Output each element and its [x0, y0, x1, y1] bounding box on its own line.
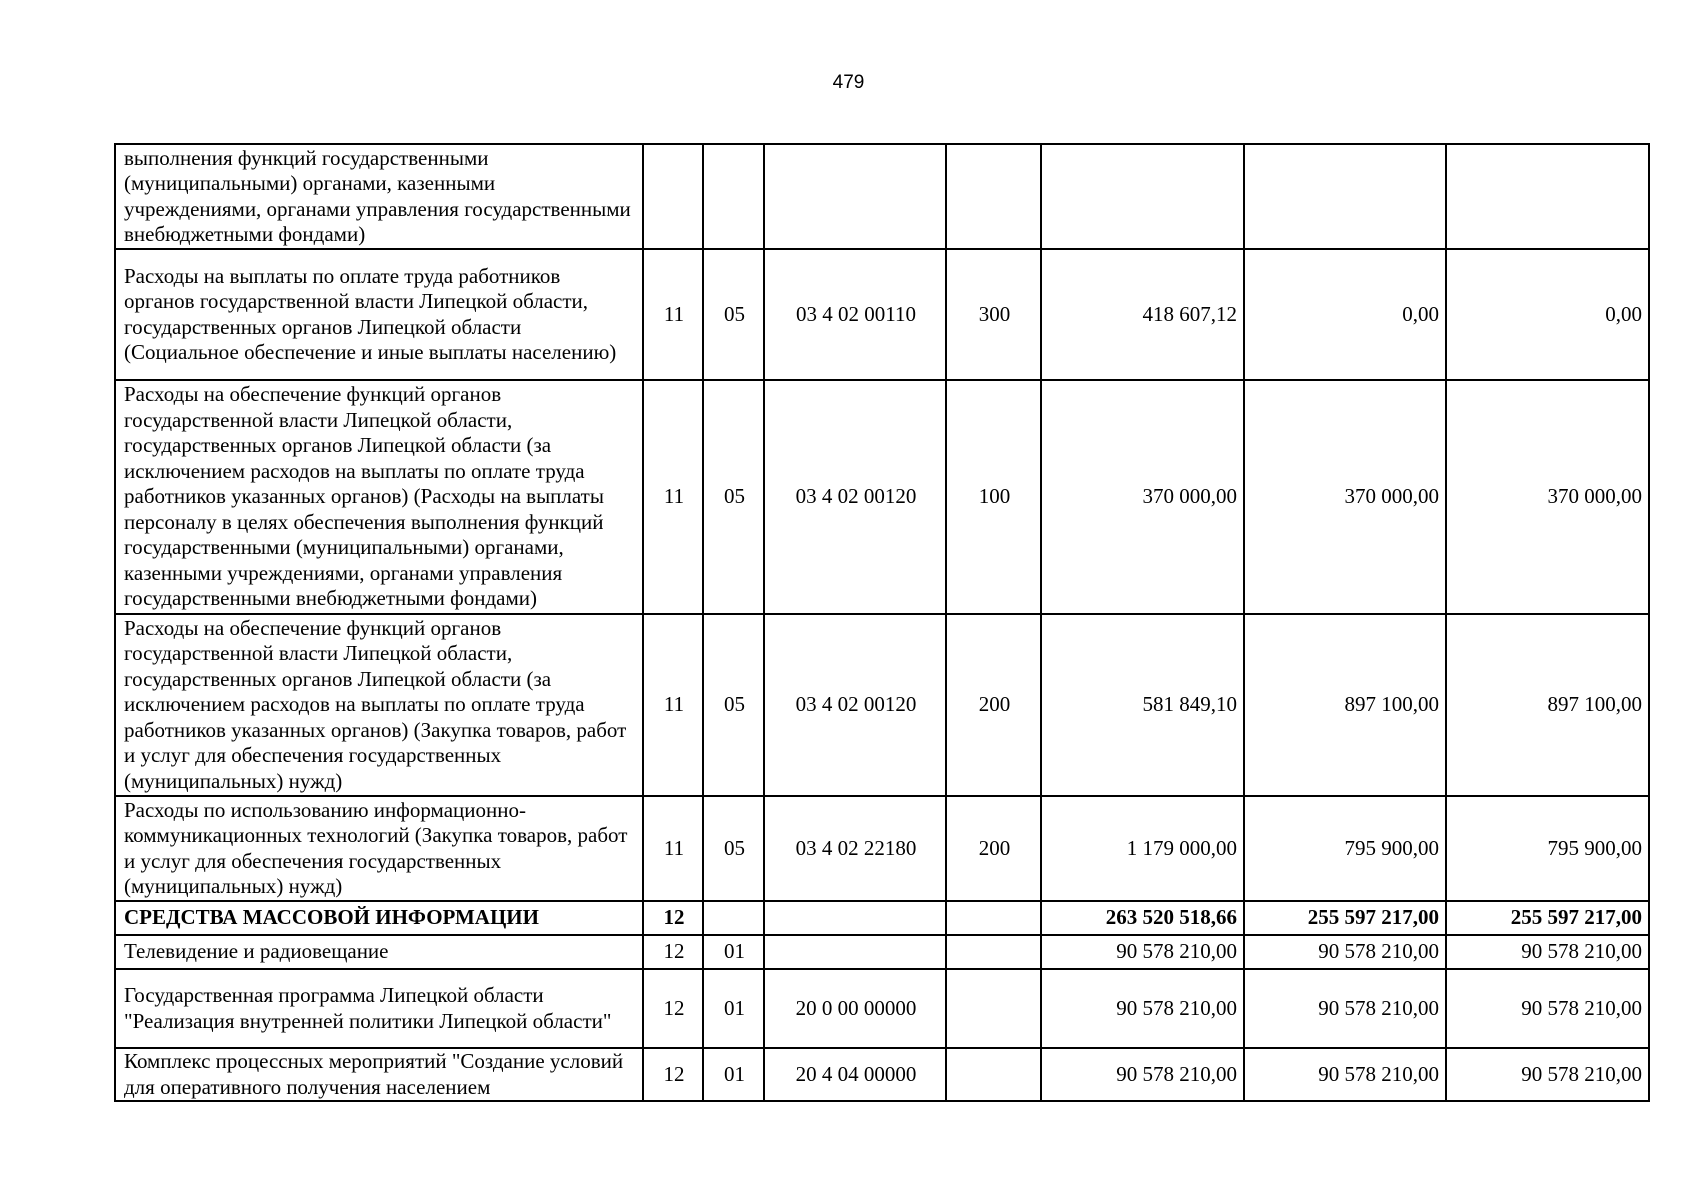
- target-article-cell: [764, 901, 946, 935]
- table-row: [115, 1048, 1649, 1101]
- amount-1-cell: [1041, 144, 1244, 249]
- amount-3-cell: 0,00: [1446, 249, 1649, 380]
- expense-type-cell: [946, 1048, 1041, 1101]
- target-article-cell: [764, 935, 946, 969]
- amount-3-cell: 897 100,00: [1446, 614, 1649, 796]
- amount-2-cell: 90 578 210,00: [1244, 935, 1446, 969]
- section-code-cell: 12: [643, 969, 703, 1048]
- amount-1-cell: 1 179 000,00: [1041, 796, 1244, 901]
- target-article-cell: 03 4 02 00110: [764, 249, 946, 380]
- table-row: [115, 614, 1649, 796]
- budget-table-body: [115, 144, 1649, 1101]
- amount-3-cell: 90 578 210,00: [1446, 935, 1649, 969]
- subsection-code-cell: 05: [703, 380, 764, 614]
- expense-type-cell: [946, 935, 1041, 969]
- subsection-code-cell: 01: [703, 969, 764, 1048]
- amount-3-cell: 370 000,00: [1446, 380, 1649, 614]
- amount-1-cell: 90 578 210,00: [1041, 935, 1244, 969]
- amount-3-cell: [1446, 144, 1649, 249]
- amount-1-cell: 263 520 518,66: [1041, 901, 1244, 935]
- subsection-code-cell: 05: [703, 249, 764, 380]
- table-row: [115, 969, 1649, 1048]
- target-article-cell: 03 4 02 00120: [764, 614, 946, 796]
- target-article-cell: 20 4 04 00000: [764, 1048, 946, 1101]
- target-article-cell: 03 4 02 22180: [764, 796, 946, 901]
- expense-type-cell: [946, 969, 1041, 1048]
- expense-type-cell: 200: [946, 796, 1041, 901]
- target-article-cell: [764, 144, 946, 249]
- target-article-cell: 03 4 02 00120: [764, 380, 946, 614]
- amount-1-cell: 581 849,10: [1041, 614, 1244, 796]
- subsection-code-cell: 01: [703, 1048, 764, 1101]
- subsection-code-cell: 01: [703, 935, 764, 969]
- table-row: [115, 249, 1649, 380]
- row-name-cell: Расходы на обеспечение функций органов государственной власти Липецкой области, государственных органов Липецкой области (за исключением расходов на выплаты по оплате труда работников указанных органов) (Закупка товаров, работ и услуг для обеспечения государственных (муниципальных) нужд): [115, 614, 643, 796]
- table-row: [115, 144, 1649, 249]
- target-article-cell: 20 0 00 00000: [764, 969, 946, 1048]
- expense-type-cell: [946, 901, 1041, 935]
- row-name-cell: Государственная программа Липецкой области "Реализация внутренней политики Липецкой области": [115, 969, 643, 1048]
- amount-2-cell: [1244, 144, 1446, 249]
- section-code-cell: 12: [643, 901, 703, 935]
- section-code-cell: 12: [643, 935, 703, 969]
- subsection-code-cell: 05: [703, 614, 764, 796]
- section-code-cell: 11: [643, 380, 703, 614]
- section-code-cell: 11: [643, 796, 703, 901]
- amount-2-cell: 795 900,00: [1244, 796, 1446, 901]
- amount-2-cell: 90 578 210,00: [1244, 969, 1446, 1048]
- row-name-cell: выполнения функций государственными (муниципальными) органами, казенными учреждениями, органами управления государственными внебюджетными фондами): [115, 144, 643, 249]
- expense-type-cell: 200: [946, 614, 1041, 796]
- budget-table: [114, 143, 1650, 1102]
- subsection-code-cell: [703, 901, 764, 935]
- amount-1-cell: 418 607,12: [1041, 249, 1244, 380]
- row-name-cell: Расходы на выплаты по оплате труда работников органов государственной власти Липецкой области, государственных органов Липецкой области (Социальное обеспечение и иные выплаты населению): [115, 249, 643, 380]
- amount-2-cell: 897 100,00: [1244, 614, 1446, 796]
- page-number: 479: [832, 72, 865, 93]
- amount-3-cell: 90 578 210,00: [1446, 969, 1649, 1048]
- amount-1-cell: 90 578 210,00: [1041, 969, 1244, 1048]
- amount-3-cell: 255 597 217,00: [1446, 901, 1649, 935]
- section-code-cell: 11: [643, 614, 703, 796]
- row-name-cell: Телевидение и радиовещание: [115, 935, 643, 969]
- amount-2-cell: 90 578 210,00: [1244, 1048, 1446, 1101]
- subsection-code-cell: [703, 144, 764, 249]
- amount-3-cell: 90 578 210,00: [1446, 1048, 1649, 1101]
- amount-3-cell: 795 900,00: [1446, 796, 1649, 901]
- section-code-cell: 11: [643, 249, 703, 380]
- row-name-cell: Расходы по использованию информационно-коммуникационных технологий (Закупка товаров, работ и услуг для обеспечения государственных (муниципальных) нужд): [115, 796, 643, 901]
- amount-1-cell: 90 578 210,00: [1041, 1048, 1244, 1101]
- table-row: [115, 380, 1649, 614]
- amount-2-cell: 0,00: [1244, 249, 1446, 380]
- table-row: [115, 796, 1649, 901]
- row-name-cell: Расходы на обеспечение функций органов государственной власти Липецкой области, государственных органов Липецкой области (за исключением расходов на выплаты по оплате труда работников указанных органов) (Расходы на выплаты персоналу в целях обеспечения выполнения функций государственными (муниципальными) органами, казенными учреждениями, органами управления государственными внебюджетными фондами): [115, 380, 643, 614]
- expense-type-cell: 300: [946, 249, 1041, 380]
- table-row: [115, 901, 1649, 935]
- amount-2-cell: 370 000,00: [1244, 380, 1446, 614]
- subsection-code-cell: 05: [703, 796, 764, 901]
- table-row: [115, 935, 1649, 969]
- row-name-cell: СРЕДСТВА МАССОВОЙ ИНФОРМАЦИИ: [115, 901, 643, 935]
- expense-type-cell: 100: [946, 380, 1041, 614]
- expense-type-cell: [946, 144, 1041, 249]
- amount-2-cell: 255 597 217,00: [1244, 901, 1446, 935]
- section-code-cell: 12: [643, 1048, 703, 1101]
- amount-1-cell: 370 000,00: [1041, 380, 1244, 614]
- section-code-cell: [643, 144, 703, 249]
- row-name-cell: Комплекс процессных мероприятий "Создание условий для оперативного получения населением: [115, 1048, 643, 1101]
